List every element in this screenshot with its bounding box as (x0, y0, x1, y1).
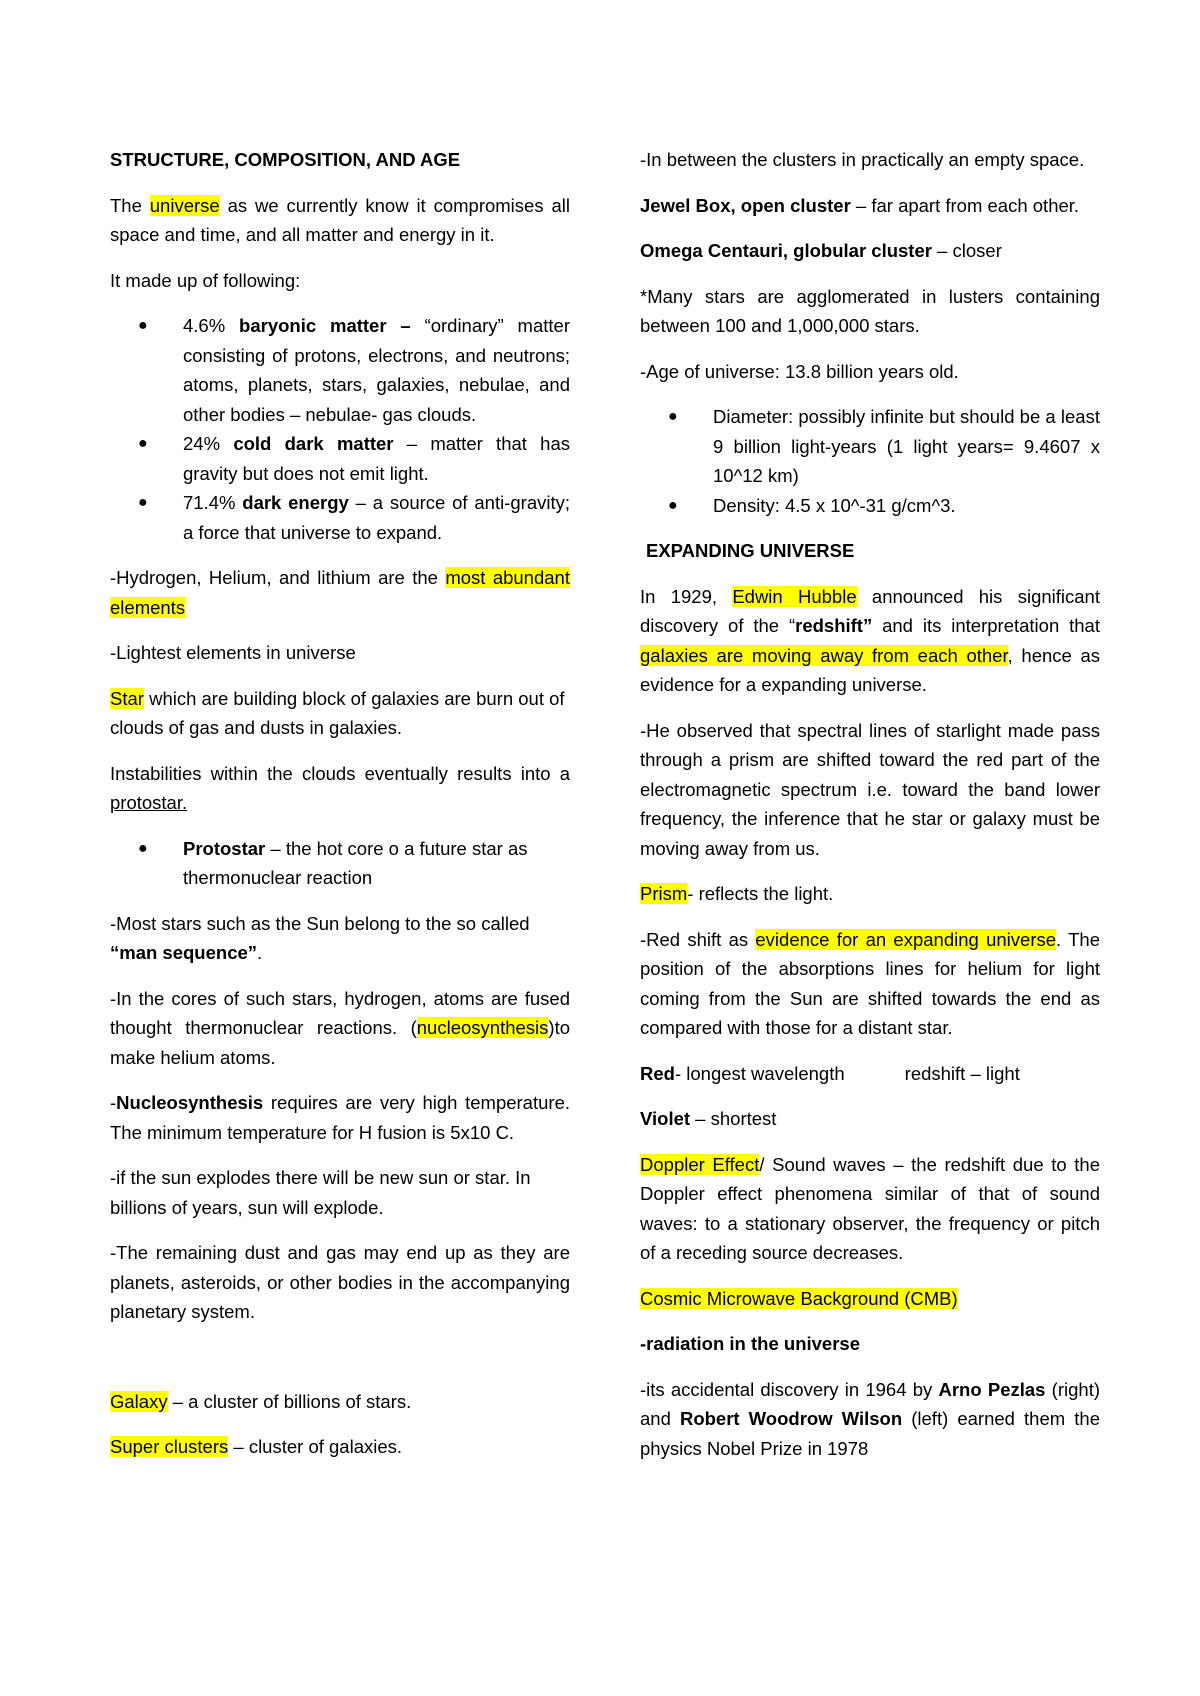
section-heading-expanding: EXPANDING UNIVERSE (646, 540, 855, 561)
paragraph-star: Star which are building block of galaxies are burn out of clouds of gas and dusts in galaxies. (110, 687, 565, 738)
highlight-universe: universe (149, 194, 220, 216)
paragraph-nucleosynthesis: -Nucleosynthesis requires are very high temperature. The minimum temperature for H fusion is 5x10 C. (110, 1092, 570, 1143)
paragraph-lightest: -Lightest elements in universe (110, 642, 356, 663)
highlight-cmb: Cosmic Microwave Background (CMB) (640, 1287, 958, 1309)
paragraph-red: Red- longest wavelength redshift – light (640, 1062, 1020, 1084)
paragraph-made-up: It made up of following: (110, 269, 301, 291)
paragraph-instabilities: Instabilities within the clouds eventually results into a protostar. (110, 762, 570, 813)
paragraph-empty-space: -In between the clusters in practically an empty space. (640, 149, 1085, 170)
paragraph-universe: The universe as we currently know it compromises all space and time, and all matter and energy in it. (110, 194, 570, 245)
paragraph-doppler: Doppler Effect/ Sound waves – the redshift due to the Doppler effect phenomena similar of that of sound waves: to a stationary observer, the frequency or pitch of a receding source decreases. (640, 1153, 1100, 1263)
paragraph-spectral-lines: -He observed that spectral lines of starlight made pass through a prism are shifted toward the red part of the electromagnetic spectrum i.e. toward the band lower frequency, the inference that he star or galaxy must be moving away from us. (640, 719, 1100, 859)
paragraph-radiation: -radiation in the universe (640, 1333, 860, 1354)
left-column (110, 145, 570, 1478)
paragraph-cores: -In the cores of such stars, hydrogen, atoms are fused thought thermonuclear reactions. (nucleosynthesis)to make helium atoms. (110, 987, 570, 1068)
paragraph-jewel-box: Jewel Box, open cluster – far apart from each other. (640, 194, 1080, 216)
paragraph-sun-explodes: -if the sun explodes there will be new sun or star. In billions of years, sun will explode. (110, 1167, 531, 1218)
list-item: ● Protostar – the hot core o a future star as thermonuclear reaction (110, 834, 570, 893)
paragraph-elements: -Hydrogen, Helium, and lithium are the most abundant elements (110, 567, 570, 618)
bullet-icon: ● (138, 839, 148, 857)
bullet-icon: ● (668, 496, 678, 514)
highlight-star: Star (110, 687, 144, 709)
bullet-icon: ● (138, 317, 148, 334)
paragraph-cmb (640, 1284, 1100, 1314)
paragraph-many-stars: *Many stars are agglomerated in lusters containing between 100 and 1,000,000 stars. (640, 285, 1100, 336)
list-item: ● 24% cold dark matter – matter that has gravity but does not emit light. (110, 429, 570, 488)
list-item: ● 71.4% dark energy – a source of anti-gravity; a force that universe to expand. (110, 488, 570, 547)
list-item: ● Density: 4.5 x 10^-31 g/cm^3. (640, 491, 1100, 521)
paragraph-prism: Prism- reflects the light. (640, 883, 834, 904)
paragraph-discovery: -its accidental discovery in 1964 by Arno Pezlas (right) and Robert Woodrow Wilson (left) earned them the physics Nobel Prize in 1978 (640, 1378, 1100, 1459)
bullet-icon: ● (138, 494, 148, 511)
highlight-evidence: evidence for an expanding universe (755, 928, 1057, 950)
bullet-icon: ● (668, 408, 678, 425)
highlight-nucleosynthesis: nucleosynthesis (416, 1017, 549, 1038)
list-item: ● Diameter: possibly infinite but should be a least 9 billion light-years (1 light years= 9.4607 x 10^12 km) (640, 402, 1100, 491)
section-heading-structure: STRUCTURE, COMPOSITION, AND AGE (110, 149, 461, 170)
paragraph-age: -Age of universe: 13.8 billion years old. (640, 360, 959, 382)
highlight-galaxy: Galaxy (110, 1390, 168, 1412)
paragraph-galaxy: Galaxy – a cluster of billions of stars. (110, 1390, 412, 1412)
highlight-abundant: most abundant elements (110, 567, 570, 618)
highlight-galaxies-moving: galaxies are moving away from each other (640, 644, 1008, 666)
list-item: ● 4.6% baryonic matter – “ordinary” matter consisting of protons, electrons, and neutrons; atoms, planets, stars, galaxies, nebulae, and other bodies – nebulae- gas clouds. (110, 311, 570, 429)
paragraph-super-clusters: Super clusters – cluster of galaxies. (110, 1436, 403, 1457)
paragraph-violet: Violet – shortest (640, 1108, 777, 1129)
highlight-doppler-effect: Doppler Effect (640, 1153, 760, 1175)
universe-facts-list (640, 402, 1100, 520)
highlight-super-clusters: Super clusters (110, 1436, 229, 1457)
highlight-edwin-hubble: Edwin Hubble (732, 585, 857, 607)
bullet-icon: ● (138, 435, 148, 452)
paragraph-red-shift: -Red shift as evidence for an expanding universe. The position of the absorptions lines for helium for light coming from the Sun are shifted towards the end as compared with those for a distant star. (640, 928, 1100, 1038)
paragraph-main-sequence: -Most stars such as the Sun belong to the so called “man sequence”. (110, 912, 530, 963)
composition-list (110, 311, 570, 547)
right-column (640, 145, 1100, 1479)
paragraph-omega-centauri: Omega Centauri, globular cluster – closer (640, 240, 1002, 261)
paragraph-hubble: In 1929, Edwin Hubble announced his significant discovery of the “redshift” and its interpretation that galaxies are moving away from each other, hence as evidence for a expanding universe. (640, 585, 1100, 695)
paragraph-remaining-dust: -The remaining dust and gas may end up as they are planets, asteroids, or other bodies in the accompanying planetary system. (110, 1242, 570, 1322)
highlight-prism: Prism (640, 883, 688, 904)
protostar-list (110, 834, 570, 893)
